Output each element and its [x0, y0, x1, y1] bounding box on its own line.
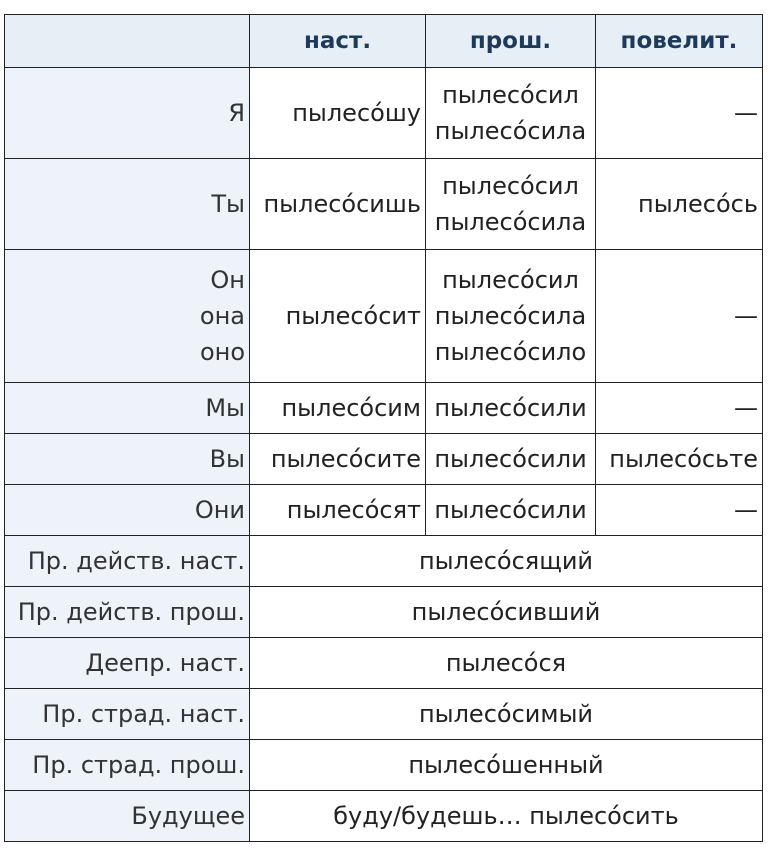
header-row — [5, 15, 763, 68]
form-row — [5, 791, 763, 842]
past-form: пылесо́сил пылесо́сила — [426, 159, 596, 250]
imperative-form: — — [596, 485, 763, 536]
imperative-form: — — [596, 383, 763, 434]
table-row — [5, 383, 763, 434]
form-row — [5, 587, 763, 638]
form-label: Пр. действ. прош. — [5, 587, 250, 638]
imperative-form: — — [596, 68, 763, 159]
table-row — [5, 68, 763, 159]
form-value: пылесо́симый — [250, 689, 763, 740]
person-label: Я — [5, 68, 250, 159]
conjugation-table — [4, 14, 763, 842]
present-form: пылесо́шу — [250, 68, 426, 159]
table-row — [5, 250, 763, 383]
form-value: буду/будешь… пылесо́сить — [250, 791, 763, 842]
present-form: пылесо́сят — [250, 485, 426, 536]
person-label: Ты — [5, 159, 250, 250]
form-label: Пр. действ. наст. — [5, 536, 250, 587]
present-form: пылесо́сишь — [250, 159, 426, 250]
past-form: пылесо́сили — [426, 485, 596, 536]
form-row — [5, 536, 763, 587]
form-row — [5, 740, 763, 791]
form-label: Будущее — [5, 791, 250, 842]
form-value: пылесо́шенный — [250, 740, 763, 791]
table-row — [5, 159, 763, 250]
person-label: Вы — [5, 434, 250, 485]
form-label: Деепр. наст. — [5, 638, 250, 689]
form-label: Пр. страд. прош. — [5, 740, 250, 791]
form-row — [5, 638, 763, 689]
present-form: пылесо́сим — [250, 383, 426, 434]
form-value: пылесо́сивший — [250, 587, 763, 638]
header-blank — [5, 15, 250, 68]
person-label: Мы — [5, 383, 250, 434]
person-label: Они — [5, 485, 250, 536]
header-past: прош. — [426, 15, 596, 68]
present-form: пылесо́сит — [250, 250, 426, 383]
imperative-form: — — [596, 250, 763, 383]
header-imperative: повелит. — [596, 15, 763, 68]
imperative-form: пылесо́сьте — [596, 434, 763, 485]
past-form: пылесо́сили — [426, 434, 596, 485]
table-row — [5, 434, 763, 485]
present-form: пылесо́сите — [250, 434, 426, 485]
past-form: пылесо́сили — [426, 383, 596, 434]
past-form: пылесо́сил пылесо́сила — [426, 68, 596, 159]
form-label: Пр. страд. наст. — [5, 689, 250, 740]
imperative-form: пылесо́сь — [596, 159, 763, 250]
form-value: пылесо́сящий — [250, 536, 763, 587]
past-form: пылесо́сил пылесо́сила пылесо́сило — [426, 250, 596, 383]
form-value: пылесо́ся — [250, 638, 763, 689]
table-row — [5, 485, 763, 536]
header-present: наст. — [250, 15, 426, 68]
person-label: Он она оно — [5, 250, 250, 383]
form-row — [5, 689, 763, 740]
